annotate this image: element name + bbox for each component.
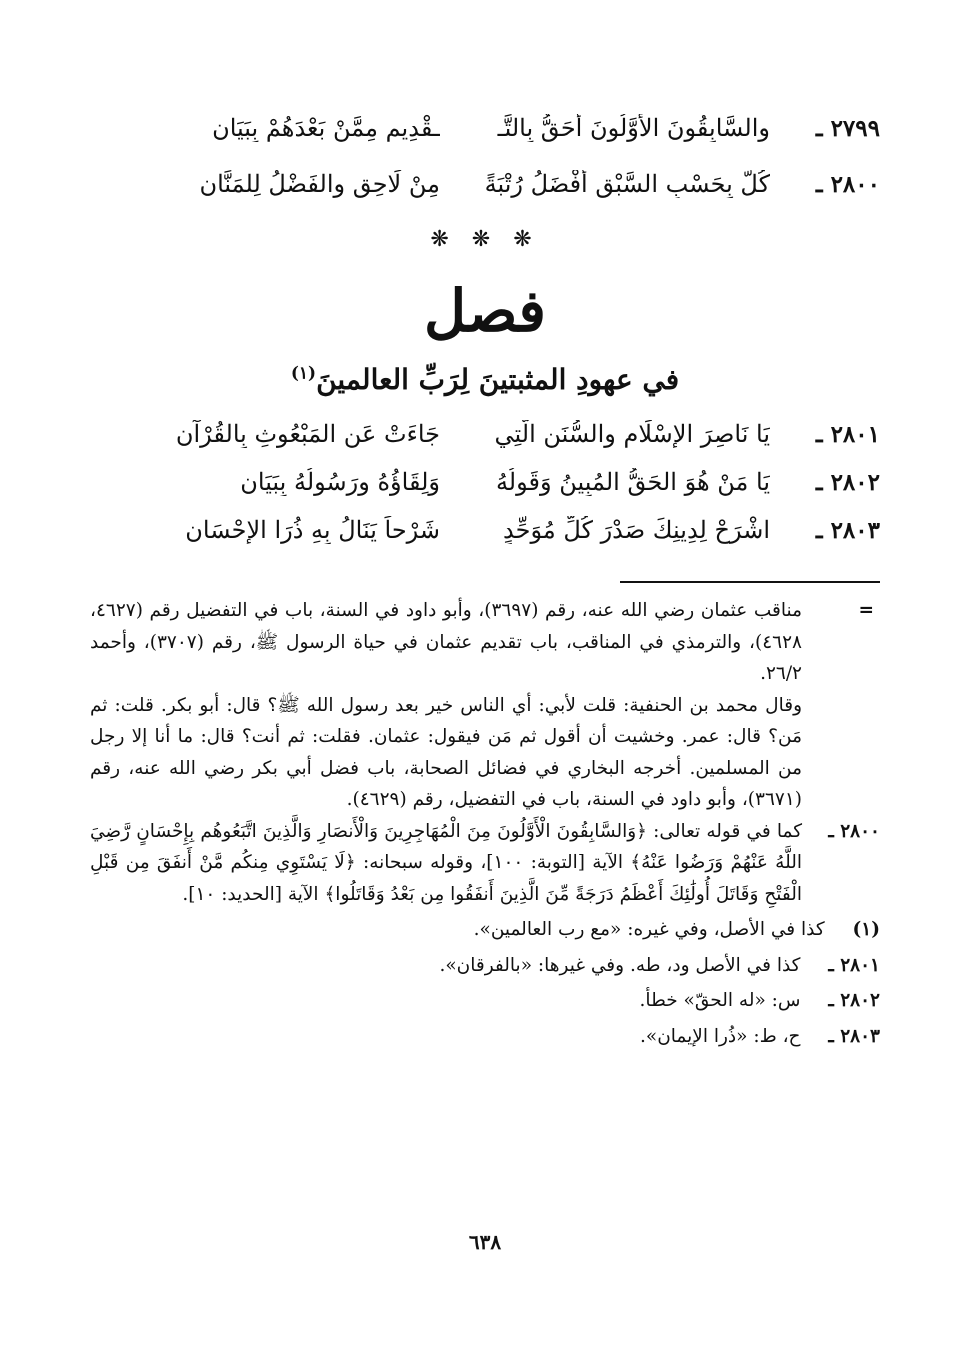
verse-first-hemistich: اشْرَحْ لِدِينِكَ صَدْرَ كُلِّ مُوَحِّدٍ — [503, 516, 770, 544]
footnote — [90, 950, 880, 982]
footnote-text: كذا في الأصل، وفي غيره: «مع رب العالمين». — [473, 919, 825, 940]
note-text: الآية [التوبة: ١٠٠]، وقوله سبحانه: — [362, 852, 624, 873]
verse-number: ٢٨٠٢ ـ — [815, 468, 880, 496]
note-text: الآية [الحديد: ١٠]. — [182, 883, 319, 905]
note-paragraph: مناقب عثمان رضي الله عنه، رقم (٣٦٩٧)، وأبو داود في السنة، باب في التفضيل رقم (٤٦٢٧، ٤٦٢٨)، والترمذي في المناقب، باب تقديم عثمان في حياة الرسول ﷺ، رقم (٣٧٠٧)، وأحمد ٢٦/٢. — [90, 600, 802, 684]
footnote-marker: ٢٨٠٢ ـ — [828, 990, 880, 1011]
section-subtitle — [90, 363, 880, 396]
note-2800 — [90, 816, 880, 911]
verse-2800 — [90, 161, 880, 207]
verse-first-hemistich: يَا نَاصِرَ الإِسْلَامِ والسُّنَنِ الَّتِي — [494, 420, 770, 448]
verse-number: ٢٧٩٩ ـ — [815, 114, 880, 142]
note-marker: ٢٨٠٠ ـ — [828, 820, 880, 842]
verse-2799 — [90, 105, 880, 151]
footnote — [90, 1021, 880, 1053]
continued-note — [90, 595, 880, 816]
page-number: ٦٣٨ — [468, 1230, 502, 1254]
footnote-text: ح، ط: «ذُرا الإيمان». — [640, 1025, 801, 1047]
verse-2802 — [90, 459, 880, 505]
verse-second-hemistich: وَلِقَاؤُهُ ورَسُولُهُ بِبَيَانِ — [240, 468, 440, 496]
footnote — [90, 914, 880, 946]
verse-first-hemistich: كُلٌّ بِحَسْبِ السَّبْقِ أَفْضَلُ رُتْبَةً — [484, 170, 770, 198]
verse-2803 — [90, 507, 880, 553]
subtitle-footnote-ref: (١) — [290, 363, 317, 384]
verse-2801 — [90, 411, 880, 457]
book-page — [90, 105, 880, 1285]
separator-stars: ❋ ❋ ❋ — [430, 227, 540, 252]
note-text: كما في قوله تعالى: — [653, 820, 803, 842]
section-title: فصل — [424, 277, 546, 345]
note-paragraph: وقال محمد بن الحنفية: قلت لأبي: أي الناس خير بعد رسول الله ﷺ؟ قال: أبو بكر. قلت: ثم مَن؟ قال: عمر. وخشيت أن أقول ثم مَن فيقول: عثمان. فقلت: ثم أنت؟ قال: ما أنا إلا رجل من المسلمين. أخرجه البخاري في فضائل الصحابة، باب فضل أبي بكر رضي الله عنه، رقم (٣٦٧١)، وأبو داود في السنة، باب في التفضيل، رقم (٤٦٢٩). — [90, 694, 802, 810]
verse-first-hemistich: والسَّابِقُونَ الأَوَّلُونَ أَحَقُّ بِالتَّـ — [497, 114, 770, 142]
verse-second-hemistich: ـقْدِيمِ مِمَّنْ بَعْدَهُمْ بِبَيَانِ — [212, 114, 440, 142]
verse-second-hemistich: جَاءَتْ عَنِ المَبْعُوثِ بِالقُرْآنِ — [175, 420, 440, 448]
footnote-marker: ٢٨٠١ ـ — [828, 954, 880, 976]
footnote-marker: ٢٨٠٣ ـ — [828, 1025, 880, 1047]
verse-first-hemistich: يَا مَنْ هُوَ الحَقُّ المُبِينُ وَقَولُهُ — [495, 468, 770, 496]
footnotes-area — [90, 595, 880, 1052]
subtitle-text: في عهودِ المثبتينَ لِرَبِّ العالمينَ — [316, 363, 680, 396]
verse-second-hemistich: شَرْحاً يَنَالُ بِهِ ذُرَا الإِحْسَانِ — [185, 516, 440, 544]
quran-quote: ﴿وَالسَّابِقُونَ الْأَوَّلُونَ مِنَ الْمُهَاجِرِينَ وَالْأَنصَارِ وَالَّذِينَ اتَّبَعُوهُم بِإِحْسَانٍ رَّضِيَ اللَّهُ عَنْهُمْ وَرَضُوا عَنْهُ﴾ — [90, 820, 802, 873]
footnote-text: كذا في الأصل ود، طه. وفي غيرها: «بالفرقان». — [439, 954, 801, 976]
verse-number: ٢٨٠١ ـ — [815, 420, 880, 448]
footnote-text: س: «له الحقّ» خطأ. — [639, 990, 801, 1011]
quran-quote: ﴿لَا يَسْتَوِي مِنكُم مَّنْ أَنفَقَ مِن قَبْلِ الْفَتْحِ وَقَاتَلَ أُولَٰئِكَ أَعْظَمُ دَرَجَةً مِّنَ الَّذِينَ أَنفَقُوا مِن بَعْدُ وَقَاتَلُوا﴾ — [90, 852, 802, 905]
verse-number: ٢٨٠٣ ـ — [815, 516, 880, 544]
footnote — [90, 985, 880, 1017]
footnote-divider — [620, 581, 880, 583]
footnote-marker: (١) — [852, 919, 880, 940]
verse-number: ٢٨٠٠ ـ — [815, 170, 880, 198]
continuation-marker: = — [858, 600, 874, 621]
verse-second-hemistich: مِنْ لَاحِقٍ والفَضْلُ لِلمَنَّانِ — [199, 170, 440, 198]
